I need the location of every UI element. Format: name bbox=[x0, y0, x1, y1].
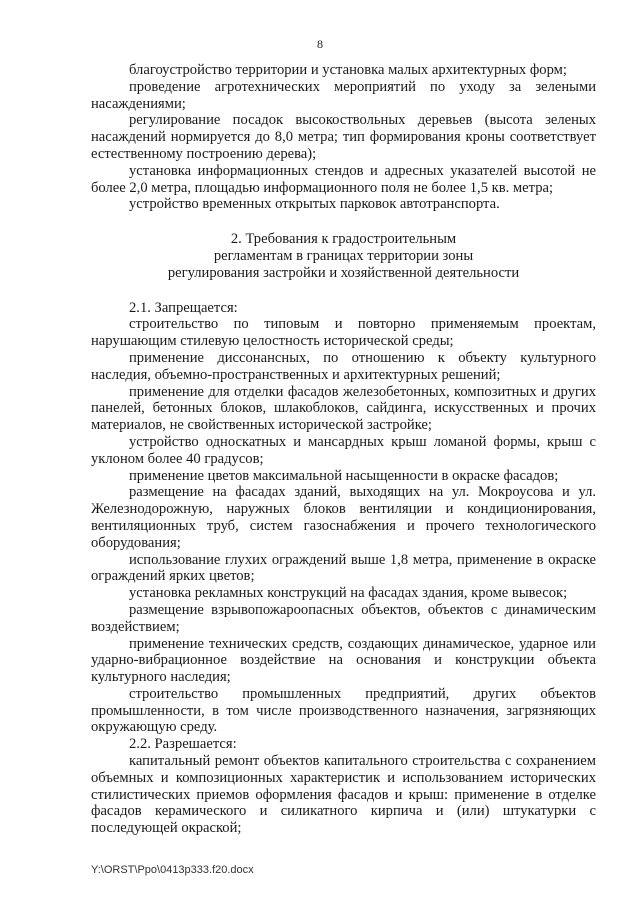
paragraph: регулирование посадок высокоствольных деревьев (высота зеленых насаждений нормируется до 8,0 метра; тип формирования кроны соответствует естественному построению дерева); bbox=[91, 112, 596, 162]
section-title-line: 2. Требования к градостроительным bbox=[230, 231, 457, 248]
subsection-heading: 2.2. Разрешается: bbox=[129, 736, 237, 753]
paragraph: установка информационных стендов и адресных указателей высотой не более 2,0 метра, площадью информационного поля не более 1,5 кв. метра; bbox=[91, 162, 596, 196]
section-title bbox=[91, 231, 596, 281]
paragraph: применение для отделки фасадов железобетонных, композитных и других панелей, бетонных блоков, шлакоблоков, сайдинга, искусственных и прочих материалов, не свойственных исторической застройке; bbox=[91, 383, 596, 434]
page-number: 8 bbox=[317, 37, 323, 51]
paragraph: установка рекламных конструкций на фасадах здания, кроме вывесок; bbox=[129, 585, 568, 602]
paragraph: использование глухих ограждений выше 1,8 метра, применение в окраске ограждений ярких цветов; bbox=[91, 551, 596, 585]
paragraph: строительство промышленных предприятий, других объектов промышленности, в том числе производственного назначения, загрязняющих окружающую среду. bbox=[91, 685, 596, 736]
subsection-heading: 2.1. Запрещается: bbox=[129, 299, 238, 316]
paragraph: применение технических средств, создающих динамическое, ударное или ударно-вибрационное воздействие на основания и конструкции объекта культурного наследия; bbox=[91, 635, 596, 686]
paragraph: капитальный ремонт объектов капитального строительства с сохранением объемных и композиционных характеристик и использованием исторических стилистических приемов оформления фасадов и крыш: применение в отделке фасадов керамического и силикатного кирпича и (или) штукатурки с последующей окраской; bbox=[91, 753, 596, 837]
paragraph: строительство по типовым и повторно применяемым проектам, нарушающим стилевую целостность исторической среды; bbox=[91, 316, 596, 350]
paragraph: проведение агротехнических мероприятий по уходу за зелеными насаждениями; bbox=[91, 78, 596, 112]
document-body bbox=[91, 62, 596, 837]
paragraph: благоустройство территории и установка малых архитектурных форм; bbox=[129, 62, 567, 78]
paragraph: применение диссонансных, по отношению к объекту культурного наследия, объемно-пространственных и архитектурных решений; bbox=[91, 349, 596, 383]
file-path-footer: Y:\ORST\Ppo\0413p333.f20.docx bbox=[91, 864, 254, 876]
paragraph: применение цветов максимальной насыщенности в окраске фасадов; bbox=[129, 467, 559, 484]
paragraph: устройство односкатных и мансардных крыш ломаной формы, крыш с уклоном более 40 градусов; bbox=[91, 433, 596, 467]
paragraph: размещение взрывопожароопасных объектов, объектов с динамическим воздействием; bbox=[91, 601, 596, 635]
section-title-line: регламентам в границах территории зоны bbox=[213, 247, 474, 264]
paragraph: устройство временных открытых парковок автотранспорта. bbox=[129, 196, 500, 213]
paragraph: размещение на фасадах зданий, выходящих на ул. Мокроусова и ул. Железнодорожную, наружных блоков вентиляции и кондиционирования, вентиляционных труб, систем газоснабжения и прочего технологического оборудования; bbox=[91, 484, 596, 551]
section-title-line: регулирования застройки и хозяйственной деятельности bbox=[167, 264, 520, 281]
